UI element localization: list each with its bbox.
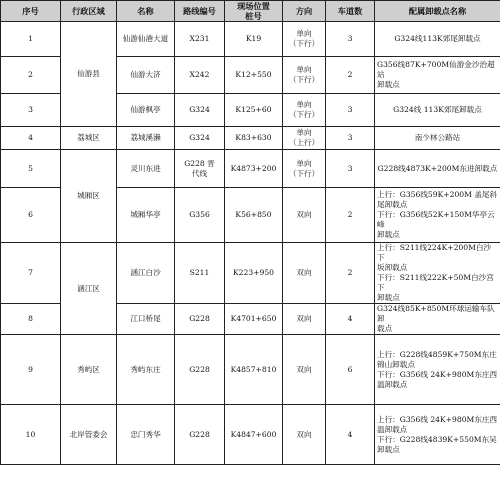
cell-location: K56+850: [225, 188, 283, 243]
cell-direction: [283, 22, 326, 57]
cell-district: 涵江区: [61, 243, 117, 335]
header-direction: 方向: [283, 1, 326, 22]
cell-unload: [375, 57, 500, 94]
cell-lanes: 4: [326, 405, 375, 465]
cell-name: 荔城溪濑: [117, 127, 175, 150]
header-location: [225, 1, 283, 22]
cell-lanes: 6: [326, 335, 375, 405]
unload-line: 载点: [377, 324, 393, 333]
cell-direction: [283, 304, 326, 335]
cell-direction: [283, 405, 326, 465]
cell-district: 秀屿区: [61, 335, 117, 405]
cell-lanes: 3: [326, 94, 375, 127]
cell-name: 仙游仙港大道: [117, 22, 175, 57]
header-name: 名称: [117, 1, 175, 22]
route-line: G228 晋: [184, 158, 215, 168]
cell-seq: 10: [1, 405, 61, 465]
route-line: 代线: [191, 168, 208, 178]
cell-seq: 1: [1, 22, 61, 57]
cell-unload: [375, 304, 500, 335]
cell-name: 灵川东进: [117, 150, 175, 188]
table-row: [1, 335, 500, 405]
header-row: [1, 1, 500, 22]
header-district: 行政区域: [61, 1, 117, 22]
cell-seq: 9: [1, 335, 61, 405]
unload-line: 温卸载点: [377, 424, 408, 434]
cell-location: K125+60: [225, 94, 283, 127]
direction-line: （下行）: [288, 39, 320, 48]
unload-line: 上行：G356线59K+200M 盖尾斜: [377, 190, 498, 199]
direction-line: 单向: [296, 100, 312, 109]
cell-unload: [375, 243, 500, 304]
cell-route: X242: [175, 57, 225, 94]
cell-lanes: 3: [326, 150, 375, 188]
unload-line: 下行：S211线222K+50M白沙宫下: [377, 273, 494, 292]
cell-unload: [375, 94, 500, 127]
cell-direction: [283, 335, 326, 405]
direction-line: 双向: [296, 364, 312, 374]
cell-route: [175, 150, 225, 188]
unload-line: 卸载点: [377, 230, 400, 239]
cell-name: 忠门秀华: [117, 405, 175, 465]
cell-route: S211: [175, 243, 225, 304]
cell-seq: 8: [1, 304, 61, 335]
cell-seq: 7: [1, 243, 61, 304]
cell-name: 秀屿东庄: [117, 335, 175, 405]
cell-lanes: 2: [326, 57, 375, 94]
cell-direction: [283, 57, 326, 94]
header-location-line: 现场位置: [237, 1, 270, 11]
header-route: 路线编号: [175, 1, 225, 22]
cell-unload: [375, 127, 500, 150]
cell-name: 涵江白沙: [117, 243, 175, 304]
cell-seq: 5: [1, 150, 61, 188]
unload-line: G228线4873K+200M东进卸载点: [377, 163, 498, 173]
cell-unload: [375, 150, 500, 188]
unload-line: 温卸载点: [377, 379, 408, 389]
unload-line: G324线 113K郊尾卸载点: [393, 105, 482, 114]
cell-location: K12+550: [225, 57, 283, 94]
cell-direction: [283, 150, 326, 188]
table-row: [1, 127, 500, 150]
direction-line: （下行）: [288, 168, 320, 178]
cell-unload: [375, 335, 500, 405]
unload-line: G324线85K+850M环球运输车队卸: [377, 304, 495, 323]
unload-line: 卸载点: [377, 293, 400, 302]
unload-line: 下行：G356线52K+150M华亭云峰: [377, 210, 495, 229]
header-unload: 配属卸载点名称: [375, 1, 500, 22]
direction-line: 双向: [296, 268, 312, 277]
unload-line: 南少林公路站: [414, 133, 461, 142]
direction-line: （下行）: [288, 110, 320, 119]
header-lanes: 车道数: [326, 1, 375, 22]
cell-direction: [283, 188, 326, 243]
cell-direction: [283, 243, 326, 304]
unload-line: 上行：S211线224K+200M白沙下: [377, 243, 492, 262]
cell-lanes: 3: [326, 22, 375, 57]
unload-line: 上行：G228线4859K+750M东庄: [377, 349, 497, 359]
cell-seq: 3: [1, 94, 61, 127]
cell-seq: 4: [1, 127, 61, 150]
cell-lanes: 3: [326, 127, 375, 150]
unload-line: 卸载点: [377, 444, 400, 454]
unload-line: 尾卸载点: [377, 200, 408, 209]
direction-line: （下行）: [288, 75, 320, 84]
cell-route: G228: [175, 304, 225, 335]
cell-district: 北岸管委会: [61, 405, 117, 465]
cell-seq: 2: [1, 57, 61, 94]
cell-seq: 6: [1, 188, 61, 243]
cell-route: G324: [175, 94, 225, 127]
direction-line: 双向: [296, 210, 312, 219]
unload-line: G324线113K郊尾卸载点: [394, 34, 481, 43]
unload-line: 上行：G356线 24K+980M东庄西: [377, 414, 498, 424]
direction-line: 单向: [296, 158, 312, 168]
unload-line: 卸载点: [377, 80, 400, 89]
table-row: [1, 243, 500, 304]
cell-lanes: 2: [326, 243, 375, 304]
cell-name: 仙游大济: [117, 57, 175, 94]
cell-name: 仙游枫亭: [117, 94, 175, 127]
table-row: [1, 405, 500, 465]
cell-location: K4857+810: [225, 335, 283, 405]
direction-line: 单向: [296, 128, 312, 137]
cell-route: G324: [175, 127, 225, 150]
cell-unload: [375, 22, 500, 57]
unload-line: 坂卸载点: [377, 263, 408, 272]
cell-route: G228: [175, 405, 225, 465]
table-row: [1, 150, 500, 188]
cell-location: K19: [225, 22, 283, 57]
direction-line: 双向: [296, 314, 312, 323]
cell-route: G228: [175, 335, 225, 405]
cell-name: 城厢华亭: [117, 188, 175, 243]
header-seq: 序号: [1, 1, 61, 22]
cell-route: X231: [175, 22, 225, 57]
cell-route: G356: [175, 188, 225, 243]
cell-location: K4847+600: [225, 405, 283, 465]
direction-line: 单向: [296, 65, 312, 74]
direction-line: 双向: [296, 429, 312, 439]
cell-unload: [375, 405, 500, 465]
cell-name: 江口桥尾: [117, 304, 175, 335]
cell-location: K83+630: [225, 127, 283, 150]
unload-line: 锦山卸载点: [377, 359, 415, 369]
cell-lanes: 2: [326, 188, 375, 243]
cell-location: K223+950: [225, 243, 283, 304]
cell-direction: [283, 127, 326, 150]
cell-district: 荔城区: [61, 127, 117, 150]
cell-location: K4701+650: [225, 304, 283, 335]
cell-location: K4873+200: [225, 150, 283, 188]
cell-unload: [375, 188, 500, 243]
direction-line: 单向: [296, 29, 312, 38]
unload-line: 下行：G356线 24K+980M东庄西: [377, 369, 498, 379]
header-location-line: 桩号: [245, 11, 262, 21]
table-row: [1, 22, 500, 57]
direction-line: （上行）: [288, 138, 320, 147]
unload-line: G356线87K+700M仙游金沙治超站: [377, 60, 495, 79]
unload-line: 下行：G228线4839K+550M东吴: [377, 434, 497, 444]
cell-district: 城厢区: [61, 150, 117, 243]
cell-direction: [283, 94, 326, 127]
cell-district: 仙游县: [61, 22, 117, 127]
cell-lanes: 4: [326, 304, 375, 335]
